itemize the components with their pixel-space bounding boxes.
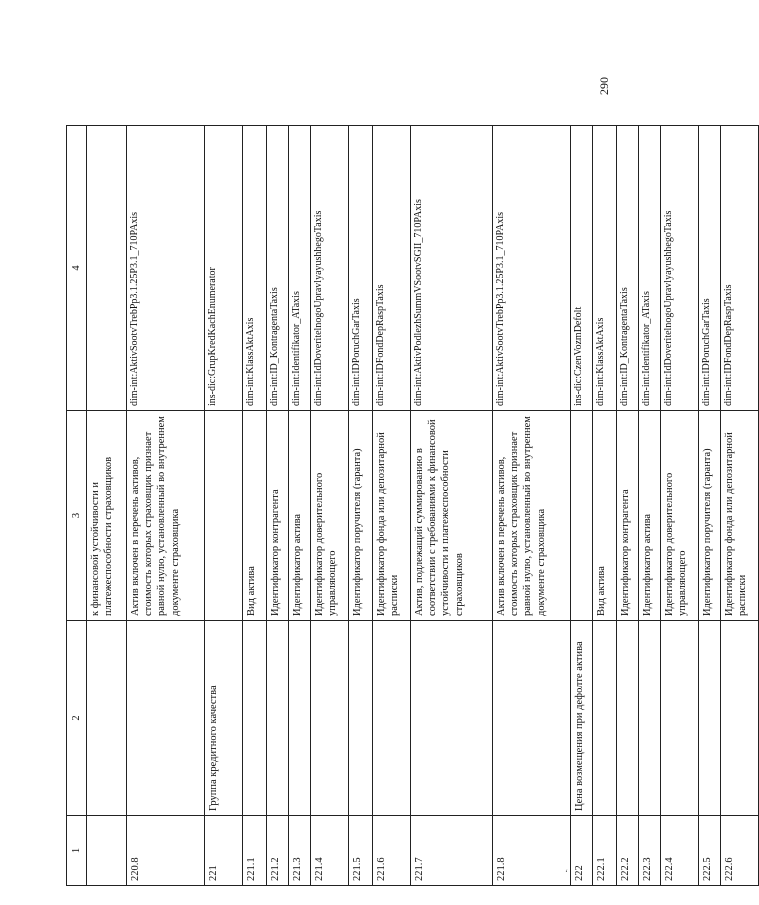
table-cell bbox=[411, 621, 493, 816]
table-row bbox=[571, 126, 593, 886]
table-cell bbox=[699, 621, 721, 816]
table-row bbox=[593, 126, 617, 886]
table-cell: Идентификатор контрагента bbox=[617, 411, 639, 621]
table-cell: dim-int:KlassAktAxis bbox=[593, 126, 617, 411]
table-cell: 221.8 bbox=[493, 816, 571, 886]
table-cell: Идентификатор контрагента bbox=[267, 411, 289, 621]
table-cell: 221 bbox=[205, 816, 243, 886]
table-row bbox=[373, 126, 411, 886]
table-cell: 222.6 bbox=[721, 816, 759, 886]
table-cell bbox=[493, 621, 571, 816]
table-cell: 221.1 bbox=[243, 816, 267, 886]
header-cell: 2 bbox=[67, 621, 87, 816]
table-cell: dim-int:ID_KontragentaTaxis bbox=[617, 126, 639, 411]
table-cell: dim-int:AktivSootvTrebPp3.1.25P3.1_710PAxis bbox=[493, 126, 571, 411]
table-row bbox=[349, 126, 373, 886]
table-cell bbox=[87, 126, 127, 411]
table-cell: dim-int:KlassAktAxis bbox=[243, 126, 267, 411]
table-cell: Актив включен в перечень активов, стоимость которых страховщик признает равной нулю, установленный во внутреннем документе страховщика bbox=[127, 411, 205, 621]
table-cell: 222.2 bbox=[617, 816, 639, 886]
table-cell bbox=[349, 621, 373, 816]
table-cell: ins-dic:GrupKredKachEnumerator bbox=[205, 126, 243, 411]
table-cell: Идентификатор фонда или депозитарной расписки bbox=[721, 411, 759, 621]
table-row bbox=[127, 126, 205, 886]
table-cell bbox=[617, 621, 639, 816]
table-cell: dim-int:AktivPodlezhSummVSootvSGII_710PAxis bbox=[411, 126, 493, 411]
table-cell: 221.3 bbox=[289, 816, 311, 886]
table-cell: 221.4 bbox=[311, 816, 349, 886]
table-row bbox=[721, 126, 759, 886]
table-cell bbox=[87, 621, 127, 816]
table-cell: Актив включен в перечень активов, стоимость которых страховщик признает равной нулю, установленный во внутреннем документе страховщика bbox=[493, 411, 571, 621]
page-number: 290 bbox=[597, 77, 611, 95]
table-cell: Актив, подлежащий суммированию в соответствии с требованиями к финансовой устойчивости и платежеспособности страховщиков bbox=[411, 411, 493, 621]
table-cell: Идентификатор актива bbox=[289, 411, 311, 621]
table-cell bbox=[243, 621, 267, 816]
table-cell: Идентификатор доверительного управляющего bbox=[311, 411, 349, 621]
table-cell: dim-int:ID_KontragentaTaxis bbox=[267, 126, 289, 411]
table-cell bbox=[311, 621, 349, 816]
table-cell bbox=[373, 621, 411, 816]
table-cell bbox=[205, 411, 243, 621]
table-cell: 221.2 bbox=[267, 816, 289, 886]
table-cell: dim-int:Identifikator_ATaxis bbox=[289, 126, 311, 411]
table-cell: 222 bbox=[571, 816, 593, 886]
table-cell: Идентификатор поручителя (гаранта) bbox=[349, 411, 373, 621]
table-row bbox=[411, 126, 493, 886]
table-cell: 222.3 bbox=[639, 816, 661, 886]
data-table bbox=[66, 125, 759, 886]
table-row bbox=[205, 126, 243, 886]
table-cell: 222.5 bbox=[699, 816, 721, 886]
table-cell bbox=[289, 621, 311, 816]
header-cell: 3 bbox=[67, 411, 87, 621]
table-row bbox=[617, 126, 639, 886]
table-cell bbox=[267, 621, 289, 816]
table-cell: 220.8 bbox=[127, 816, 205, 886]
table-cell: 222.4 bbox=[661, 816, 699, 886]
corner-mark: ʻ bbox=[565, 868, 568, 878]
table-cell: Группа кредитного качества bbox=[205, 621, 243, 816]
table-cell: Цена возмещения при дефолте актива bbox=[571, 621, 593, 816]
table-row bbox=[289, 126, 311, 886]
table-cell: 221.5 bbox=[349, 816, 373, 886]
table-cell: dim-int:Identifikator_ATaxis bbox=[639, 126, 661, 411]
table-row bbox=[311, 126, 349, 886]
table-cell: Идентификатор поручителя (гаранта) bbox=[699, 411, 721, 621]
table-cell: dim-int:IDFondDepRaspTaxis bbox=[721, 126, 759, 411]
table-header-row bbox=[67, 126, 87, 886]
table-cell bbox=[593, 621, 617, 816]
table-cell bbox=[639, 621, 661, 816]
table-cell bbox=[721, 621, 759, 816]
table-cell bbox=[661, 621, 699, 816]
table-cell bbox=[87, 816, 127, 886]
table-row bbox=[87, 126, 127, 886]
table-cell: Идентификатор актива bbox=[639, 411, 661, 621]
table-cell: Вид актива bbox=[243, 411, 267, 621]
table-cell: dim-int:IdDoveritelnogoUpravlyayushhegoTaxis bbox=[661, 126, 699, 411]
table-row bbox=[661, 126, 699, 886]
table-cell bbox=[127, 621, 205, 816]
table-row bbox=[267, 126, 289, 886]
table-row bbox=[699, 126, 721, 886]
table-cell: Вид актива bbox=[593, 411, 617, 621]
table-cell: dim-int:IDPoruchGarTaxis bbox=[349, 126, 373, 411]
table-row bbox=[243, 126, 267, 886]
table-cell: dim-int:IDFondDepRaspTaxis bbox=[373, 126, 411, 411]
table-cell: к финансовой устойчивости и платежеспособности страховщиков bbox=[87, 411, 127, 621]
table-cell: ins-dic:CzenVozmDefolt bbox=[571, 126, 593, 411]
table-cell: Идентификатор доверительного управляющего bbox=[661, 411, 699, 621]
table-cell: Идентификатор фонда или депозитарной расписки bbox=[373, 411, 411, 621]
table-cell: 221.7 bbox=[411, 816, 493, 886]
header-cell: 1 bbox=[67, 816, 87, 886]
table-cell: 221.6 bbox=[373, 816, 411, 886]
table-cell: 222.1 bbox=[593, 816, 617, 886]
table-cell: dim-int:IDPoruchGarTaxis bbox=[699, 126, 721, 411]
header-cell: 4 bbox=[67, 126, 87, 411]
table-row bbox=[639, 126, 661, 886]
table-cell bbox=[571, 411, 593, 621]
table-cell: dim-int:AktivSootvTrebPp3.1.25P3.1_710PAxis bbox=[127, 126, 205, 411]
table-cell: dim-int:IdDoveritelnogoUpravlyayushhegoTaxis bbox=[311, 126, 349, 411]
table-row bbox=[493, 126, 571, 886]
